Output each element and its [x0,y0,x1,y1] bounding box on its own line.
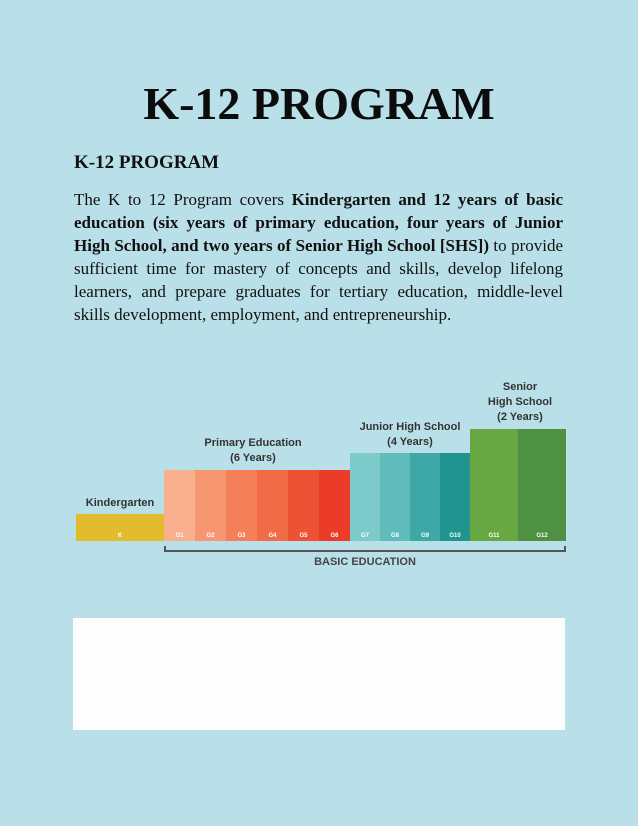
grade-label-g3: G3 [237,533,246,539]
k12-infographic [76,378,566,573]
bar-g7 [350,453,380,541]
page-title: K-12 PROGRAM [143,78,495,129]
bar-g3 [226,470,257,541]
grade-label-g8: G8 [390,533,399,539]
bar-g5 [288,470,319,541]
grade-label-g4: G4 [268,533,277,539]
bar-g9 [410,453,440,541]
stage-label-junior-high: Junior High School (4 Years) [359,421,461,448]
body-rest: to provide sufficient time for mastery of concepts and skills, develop lifelong learners, and prepare graduates for tertiary education, middle-level skills development, employment, and entrepreneurship. [74,236,564,324]
bar-g1 [164,470,195,541]
body-intro: The K to 12 Program covers [74,190,292,209]
grade-label-g6: G6 [330,533,339,539]
grade-label-g12: G12 [536,533,548,539]
basic-education-label: BASIC EDUCATION [314,556,416,568]
grade-label-g2: G2 [206,533,215,539]
grade-label-g1: G1 [175,533,184,539]
stage-label-senior-high: Senior High School (2 Years) [487,381,553,423]
section-heading: K-12 PROGRAM [74,152,220,173]
blank-white-panel [73,618,565,730]
stage-label-kindergarten: Kindergarten [85,497,155,509]
bar-g12 [518,429,566,541]
bar-g4 [257,470,288,541]
bar-g6 [319,470,350,541]
grade-label-g10: G10 [449,533,461,539]
bar-g8 [380,453,410,541]
body-paragraph [74,188,563,326]
stage-label-primary: Primary Education (6 Years) [204,437,302,464]
bar-g11 [470,429,518,541]
grade-label-g9: G9 [420,533,429,539]
grade-label-k: K [117,533,123,539]
basic-education-bracket [164,546,566,552]
grade-label-g7: G7 [360,533,369,539]
bar-g2 [195,470,226,541]
bar-g10 [440,453,470,541]
grade-label-g5: G5 [299,533,308,539]
body-bold: Kindergarten and 12 years of basic education (six years of primary education, four years of Junior High School, and two years of Senior High School [SHS]) [74,190,563,255]
grade-label-g11: G11 [488,533,500,539]
